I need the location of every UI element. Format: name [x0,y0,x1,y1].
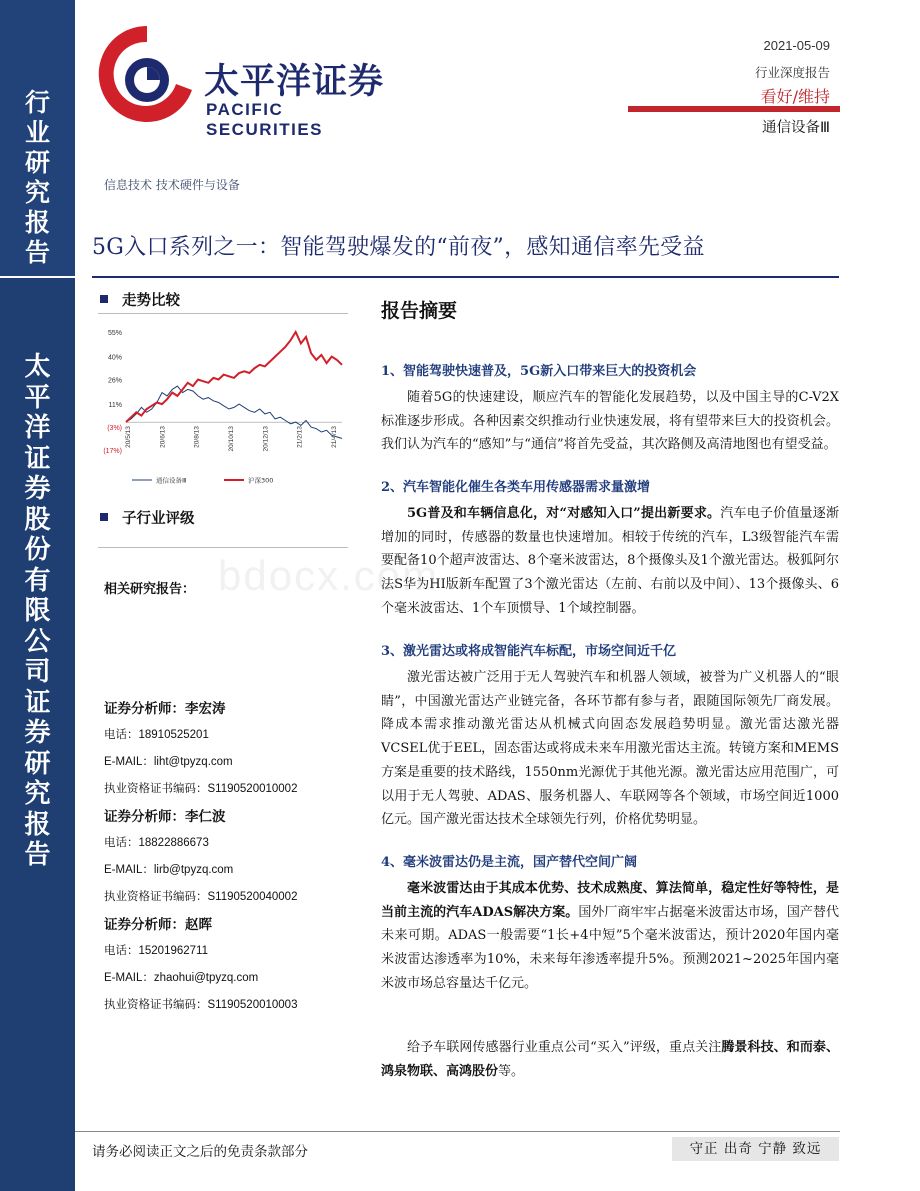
sidebar-bottom-char: 券 [24,474,51,504]
sidebar-bottom-char: 太 [24,352,51,382]
section-4-lead: 毫米波雷达由于其成本优势、技术成熟度、算法简单，稳定性好等特性，是当前主流的汽车ADAS解决方案。 [381,881,839,920]
sidebar-bottom-char: 有 [24,565,51,596]
analyst-2-email[interactable]: E-MAIL：lirb@tpyzq.com [104,864,234,876]
section-3-body: 激光雷达被广泛用于无人驾驶汽车和机器人领域，被誉为广义机器人的“眼睛”，中国激光雷达产业链完备，各环节都有参与者，跟随国际领先厂商发展。降成本需求推动激光雷达从机械式向固态发展趋势明显。激光雷达激光器VCSEL优于EEL，固态雷达或将成未来车用激光雷达主流。转镜方案和MEMS方案是重要的技术路线，1550nm光源优于其他光源。激光雷达应用范围广，可以用于无人驾驶、ADAS、服务机器人、车联网等各个领域，市场空间近1000亿元。国产激光雷达技术全球领先行列，价格优势明显。 [381,670,839,828]
related-reports-heading: 相关研究报告： [104,582,196,597]
sub-rating-rule [98,547,348,548]
y-tick-label: 40% [107,354,122,362]
sidebar-bottom-char: 平 [24,382,51,413]
analyst-3-phone: 电话：15201962711 [104,945,208,957]
legend-label: 通信设备Ⅲ [156,476,187,485]
sidebar-bottom-char: 究 [24,779,51,809]
summary-title: 报告摘要 [381,300,458,322]
y-tick-label: 55% [107,330,122,337]
x-tick-label: 20/12/13 [262,426,270,452]
sidebar-bottom-char: 证 [24,443,51,474]
analyst-2-cert: 执业资格证书编码：S1190520040002 [104,891,298,903]
footer-disclaimer[interactable]: 请务必阅读正文之后的免责条款部分 [92,1144,308,1160]
header-red-rule [628,106,840,112]
y-tick-label: 11% [108,402,122,410]
logo-chinese-name: 太平洋证券 [204,62,385,102]
watermark: bdocx.com [218,552,440,599]
analyst-1-email[interactable]: E-MAIL：liht@tpyzq.com [104,756,233,768]
left-sidebar [0,0,75,1191]
analyst-1-cert: 执业资格证书编码：S1190520010002 [104,783,298,795]
sidebar-top-char: 究 [24,178,50,207]
summary-section-1 [381,360,839,457]
analyst-1-phone: 电话：18910525201 [104,729,209,741]
section-2-text: 汽车电子价值量逐渐增加的同时，传感器的数量也快速增加。相较于传统的汽车，L3级智能汽车需要配备10个超声波雷达、8个毫米波雷达，8个摄像头及1个激光雷达。极狐阿尔法S华为HI版新车配置了3个激光雷达（左前、右前以及中间）、13个摄像头、6个毫米波雷达、1个车顶惯导、1个域控制器。 [381,506,839,616]
sidebar-top-char: 行 [24,88,50,117]
summary-section-3 [381,640,839,832]
analyst-3-name: 证券分析师：赵晖 [104,917,212,933]
sidebar-report-category [0,88,75,268]
report-type: 行业深度报告 [754,65,830,80]
square-bullet-icon [100,513,108,521]
x-tick-label: 20/5/13 [125,426,132,448]
summary-conclusion [381,1036,839,1083]
section-2-lead: 5G普及和车辆信息化，对“对感知入口”提出新要求。 [407,506,721,521]
analyst-3-email[interactable]: E-MAIL：zhaohui@tpyzq.com [104,972,259,984]
trend-chart [96,322,348,492]
footer-rule [75,1131,840,1132]
sidebar-bottom-char: 公 [24,626,51,657]
sidebar-bottom-char: 报 [24,809,51,840]
sidebar-top-char: 研 [24,148,50,177]
title-rule [92,276,839,278]
section-4-text: 国外厂商牢牢占据毫米波雷达市场，国产替代未来可期。ADAS一般需要“1长+4中短”5个毫米波雷达，预计2020年国内毫米波雷达渗透率为10%，未来每年渗透率提升5%。预测2021~2025年国内毫米波市场总容量达千亿元。 [381,904,839,991]
legend-label: 沪深300 [248,476,274,485]
sidebar-company-name [0,352,75,871]
sidebar-bottom-char: 研 [24,748,51,779]
analyst-2-name: 证券分析师：李仁波 [104,809,226,825]
trend-chart-svg [96,322,348,492]
series-line-hs300 [126,332,342,422]
sector-name: 通信设备Ⅲ [762,120,830,136]
sidebar-bottom-char: 洋 [24,413,51,443]
sidebar-bottom-char: 券 [24,718,51,748]
y-tick-label: (17%) [103,448,122,455]
y-tick-label: 26% [107,377,122,385]
trend-rule [98,313,348,314]
sidebar-bottom-char: 限 [24,596,51,626]
sidebar-top-char: 业 [24,118,50,147]
conclusion-text: 给予车联网传感器行业重点公司“买入”评级，重点关注腾景科技、和而泰、鸿泉物联、高鸿股份等。 [381,1040,839,1079]
sidebar-bottom-char: 份 [24,535,51,565]
sidebar-top-char: 告 [24,238,50,267]
analyst-3-cert: 执业资格证书编码：S1190520010003 [104,999,298,1011]
company-logo [92,18,402,139]
analyst-1-name: 证券分析师：李宏涛 [104,701,226,717]
x-tick-label: 21/4/13 [331,426,338,448]
x-tick-label: 20/6/13 [159,426,167,448]
section-1-body: 随着5G的快速建设，顺应汽车的智能化发展趋势，以及中国主导的C-V2X标准逐步形成。各种因素交织推动行业快速发展，将有望带来巨大的投资机会。我们认为汽车的“感知”与“通信”将首先受益，其次路侧及高清地图也有望受益。 [381,390,839,453]
section-4-body [381,877,839,996]
summary-section-2 [381,476,839,621]
analyst-2-phone: 电话：18822886673 [104,837,209,849]
square-bullet-icon [100,295,108,303]
section-2-body [381,502,839,621]
sidebar-top-box [0,0,75,278]
section-3-heading: 3、激光雷达或将成智能汽车标配，市场空间近千亿 [381,644,677,659]
report-date: 2021-05-09 [763,38,830,53]
section-2-heading: 2、汽车智能化催生各类车用传感器需求量激增 [381,480,651,495]
summary-section-4 [381,851,839,996]
logo-emblem-icon [92,18,202,136]
sidebar-top-char: 报 [24,208,50,237]
industry-rating: 看好/维持 [760,87,830,106]
section-1-heading: 1、智能驾驶快速普及，5G新入口带来巨大的投资机会 [381,364,697,379]
x-tick-label: 20/8/13 [193,426,201,448]
sub-rating-heading: 子行业评级 [100,507,195,528]
section-4-heading: 4、毫米波雷达仍是主流，国产替代空间广阔 [381,855,638,870]
sidebar-bottom-char: 证 [24,687,51,718]
y-tick-label: (3%) [107,425,122,433]
key-companies: 腾景科技、和而泰、鸿泉物联、高鸿股份 [381,1040,839,1079]
sidebar-bottom-char: 司 [24,657,51,687]
breadcrumb: 信息技术 技术硬件与设备 [104,178,240,192]
x-tick-label: 21/2/13 [296,426,304,448]
x-tick-label: 20/10/13 [228,426,235,452]
logo-english-name: PACIFIC SECURITIES [206,100,324,139]
report-title: 5G入口系列之一：智能驾驶爆发的“前夜”，感知通信率先受益 [92,235,705,260]
trend-heading: 走势比较 [100,289,180,310]
footer-motto: 守正 出奇 宁静 致远 [672,1137,839,1161]
sidebar-bottom-char: 告 [24,840,51,870]
sidebar-bottom-char: 股 [24,504,51,535]
